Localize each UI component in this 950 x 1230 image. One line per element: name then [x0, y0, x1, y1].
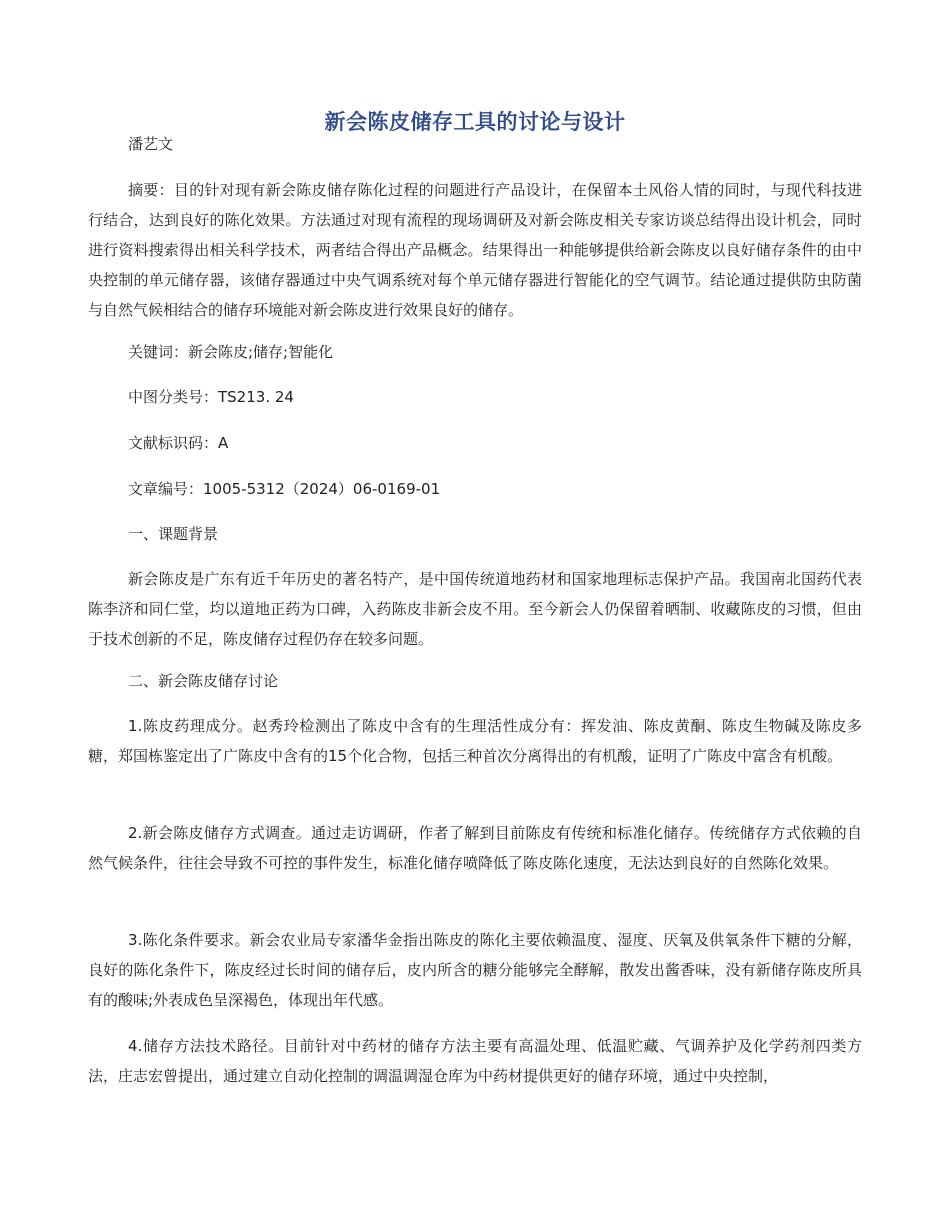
discussion-paragraph-1: 1.陈皮药理成分。赵秀玲检测出了陈皮中含有的生理活性成分有：挥发油、陈皮黄酮、陈皮生物碱及陈皮多糖，郑国栋鉴定出了广陈皮中含有的15个化合物，包括三种首次分离得出的有机酸，证明了广陈皮中富含有机酸。: [88, 717, 862, 765]
abstract-paragraph: 摘要：目的针对现有新会陈皮储存陈化过程的问题进行产品设计，在保留本土风俗人情的同时，与现代科技进行结合，达到良好的陈化效果。方法通过对现有流程的现场调研及对新会陈皮相关专家访谈总结得出设计机会，同时进行资料搜索得出相关科学技术，两者结合得出产品概念。结果得出一种能够提供给新会陈皮以良好储存条件的由中央控制的单元储存器，该储存器通过中央气调系统对每个单元储存器进行智能化的空气调节。结论通过提供防虫防菌与自然气候相结合的储存环境能对新会陈皮进行效果良好的储存。: [88, 181, 862, 319]
section-heading-discussion: 二、新会陈皮储存讨论: [128, 672, 279, 690]
page-title: 新会陈皮储存工具的讨论与设计: [324, 110, 626, 134]
discussion-paragraph-2: 2.新会陈皮储存方式调查。通过走访调研，作者了解到目前陈皮有传统和标准化储存。传统储存方式依赖的自然气候条件，往往会导致不可控的事件发生，标准化储存喷降低了陈皮陈化速度，无法达到良好的自然陈化效果。: [88, 824, 862, 872]
section-heading-background: 一、课题背景: [128, 525, 219, 543]
keywords-line: 关键词：新会陈皮;储存;智能化: [128, 343, 334, 361]
discussion-paragraph-3: 3.陈化条件要求。新会农业局专家潘华金指出陈皮的陈化主要依赖温度、湿度、厌氧及供氧条件下糖的分解，良好的陈化条件下，陈皮经过长时间的储存后，皮内所含的糖分能够完全酵解，散发出酱香味，没有新储存陈皮所具有的酸味;外表成色呈深褐色，体现出年代感。: [88, 931, 862, 1009]
clc-number-line: 中图分类号：TS213. 24: [128, 388, 294, 406]
document-code-line: 文献标识码：A: [128, 434, 229, 452]
background-paragraph: 新会陈皮是广东有近千年历史的著名特产，是中国传统道地药材和国家地理标志保护产品。我国南北国药代表陈李济和同仁堂，均以道地正药为口碑，入药陈皮非新会皮不用。至今新会人仍保留着晒制、收藏陈皮的习惯，但由于技术创新的不足，陈皮储存过程仍存在较多问题。: [88, 570, 862, 648]
article-number-line: 文章编号：1005-5312（2024）06-0169-01: [128, 480, 441, 498]
discussion-paragraph-4: 4.储存方法技术路径。目前针对中药材的储存方法主要有高温处理、低温贮藏、气调养护及化学药剂四类方法，庄志宏曾提出，通过建立自动化控制的调温调湿仓库为中药材提供更好的储存环境，通过中央控制，: [88, 1037, 862, 1085]
author-name: 潘艺文: [128, 135, 174, 153]
